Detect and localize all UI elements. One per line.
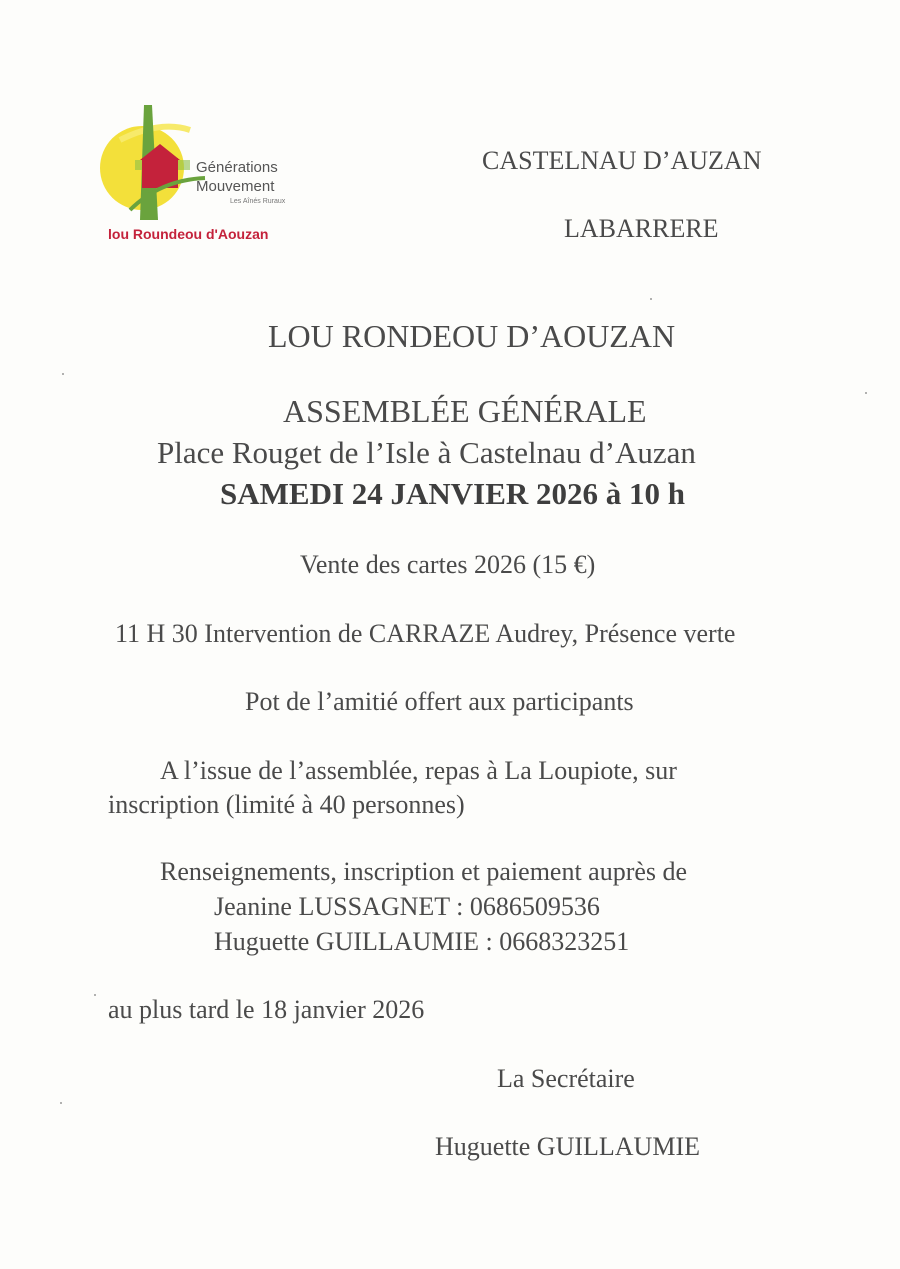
- generations-mouvement-logo: [100, 100, 320, 250]
- intervention: 11 H 30 Intervention de CARRAZE Audrey, Présence verte: [115, 619, 736, 648]
- scan-speck: [62, 373, 64, 375]
- deadline: au plus tard le 18 janvier 2026: [108, 995, 425, 1024]
- pot-amitie: Pot de l’amitié offert aux participants: [245, 687, 634, 716]
- scan-speck: [650, 298, 652, 300]
- logo-emblem-icon: [100, 100, 210, 225]
- contact-person-1: Jeanine LUSSAGNET : 0686509536: [214, 892, 600, 921]
- signature-name: Huguette GUILLAUMIE: [435, 1132, 700, 1161]
- event-place: Place Rouget de l’Isle à Castelnau d’Auzan: [157, 435, 696, 470]
- meal-line-1: A l’issue de l’assemblée, repas à La Loupiote, sur: [160, 756, 677, 785]
- contact-person-2: Huguette GUILLAUMIE : 0668323251: [214, 927, 630, 956]
- logo-brand-line1: Générations: [196, 159, 278, 176]
- logo-tagline: Les Aînés Ruraux: [230, 198, 286, 205]
- page-title: LOU RONDEOU D’AOUZAN: [268, 318, 676, 354]
- logo-brand-line2: Mouvement: [196, 178, 275, 195]
- header-town-1: CASTELNAU D’AUZAN: [482, 146, 762, 175]
- scan-speck: [865, 392, 867, 394]
- header-town-2: LABARRERE: [564, 214, 719, 243]
- contact-intro: Renseignements, inscription et paiement auprès de: [160, 857, 688, 886]
- logo-club-name: lou Roundeou d'Aouzan: [108, 226, 269, 242]
- event-date: SAMEDI 24 JANVIER 2026 à 10 h: [220, 476, 686, 511]
- cards-sale: Vente des cartes 2026 (15 €): [300, 550, 596, 579]
- event-heading: ASSEMBLÉE GÉNÉRALE: [283, 393, 647, 429]
- scan-speck: [94, 994, 96, 996]
- meal-line-2: inscription (limité à 40 personnes): [108, 790, 465, 819]
- scan-speck: [60, 1102, 62, 1104]
- signature-role: La Secrétaire: [497, 1064, 635, 1093]
